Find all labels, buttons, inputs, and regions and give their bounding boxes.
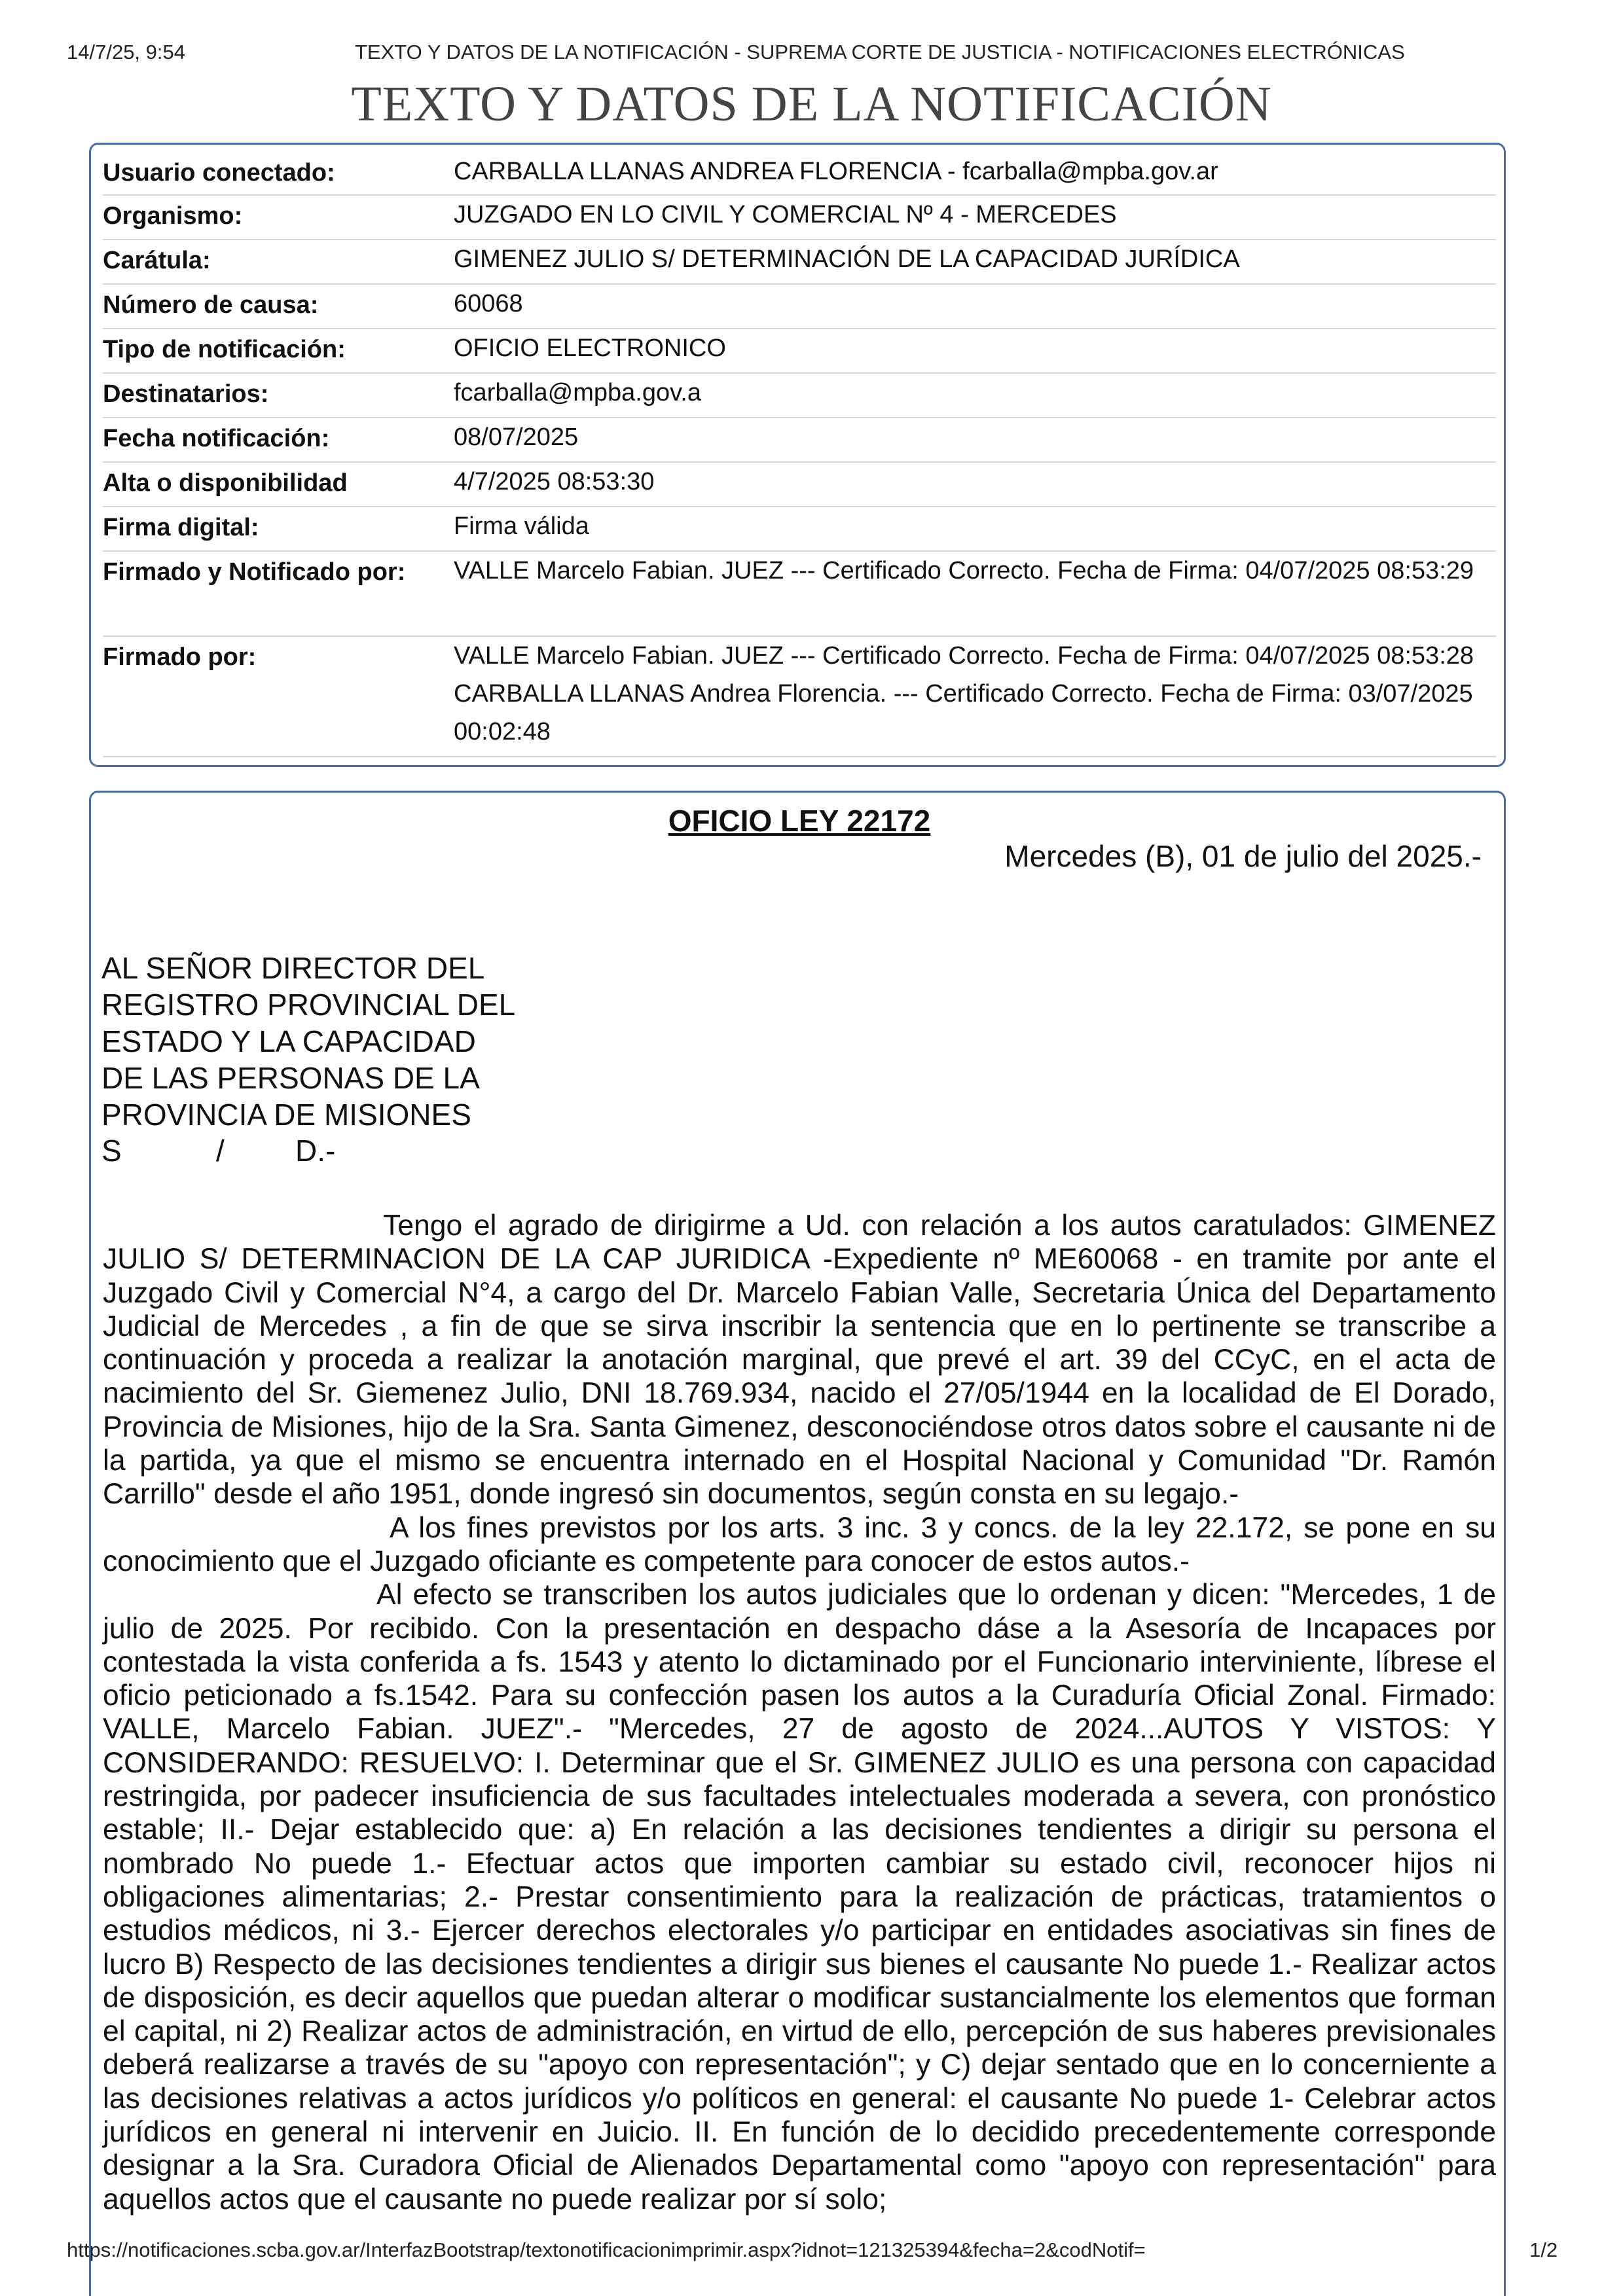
addressee-line: ESTADO Y LA CAPACIDAD	[101, 1024, 476, 1058]
info-label: Alta o disponibilidad	[103, 469, 348, 497]
info-label: Destinatarios:	[103, 380, 269, 408]
sd-d: D.-	[295, 1134, 336, 1168]
sd-slash: /	[216, 1134, 225, 1168]
addressee-line: AL SEÑOR DIRECTOR DEL	[101, 951, 485, 985]
oficio-panel	[89, 791, 1506, 2296]
footer-url: https://notificaciones.scba.gov.ar/InterfazBootstrap/textonotificacionimprimir.aspx?idnot=121325394&fecha=2&codNotif=	[67, 2238, 1146, 2261]
info-row-firma-digital	[103, 507, 1496, 552]
footer-page-number: 1/2	[1529, 2238, 1558, 2261]
info-value: OFICIO ELECTRONICO	[454, 334, 726, 362]
info-value: CARBALLA LLANAS ANDREA FLORENCIA - fcarballa@mpba.gov.ar	[454, 158, 1218, 185]
info-label: Tipo de notificación:	[103, 336, 346, 363]
info-value[interactable]: fcarballa@mpba.gov.a	[454, 379, 701, 406]
info-label: Fecha notificación:	[103, 425, 330, 452]
info-value: 4/7/2025 08:53:30	[454, 468, 655, 495]
oficio-paragraph: Al efecto se transcriben los autos judiciales que lo ordenan y dicen: "Mercedes, 1 de julio de 2025. Por recibido. Con la presentación en despacho dáse a la Asesoría de Incapaces por contestada la vista conferida a fs. 1543 y atento lo dictaminado por el Funcionario interviniente, líbrese el oficio peticionado a fs.1542. Para su confección pasen los autos a la Curaduría Oficial Zonal. Firmado: VALLE, Marcelo Fabian. JUEZ".- "Mercedes, 27 de agosto de 2024...AUTOS Y VISTOS: Y CONSIDERANDO: RESUELVO: I. Determinar que el Sr. GIMENEZ JULIO es una persona con capacidad restringida, por padecer insuficiencia de sus facultades intelectuales moderada a severa, con pronóstico estable; II.- Dejar establecido que: a) En relación a las decisiones tendientes a dirigir su persona el nombrado No puede 1.- Efectuar actos que importen cambiar su estado civil, reconocer hijos ni obligaciones alimentarias; 2.- Prestar consentimiento para la realización de prácticas, tratamientos o estudios médicos, ni 3.- Ejercer derechos electorales y/o participar en entidades asociativas sin fines de lucro B) Respecto de las decisiones tendientes a dirigir sus bienes el causante No puede 1.- Realizar actos de disposición, es decir aquellos que puedan alterar o modificar sustancialmente los elementos que forman el capital, ni 2) Realizar actos de administración, en virtud de ello, percepción de sus haberes previsionales deberá realizarse a través de su "apoyo con representación"; y C) dejar sentado que en lo concerniente a las decisiones relativas a actos jurídicos y/o políticos en general: el causante No puede 1- Celebrar actos jurídicos en general ni intervenir en Juicio. II. En función de lo decidido precedentemente corresponde designar a la Sra. Curadora Oficial de Alienados Departamental como "apoyo con representación" para aquellos actos que el causante no puede realizar por sí solo;	[103, 1579, 1496, 2215]
addressee-line: DE LAS PERSONAS DE LA	[101, 1061, 480, 1095]
addressee-line: PROVINCIA DE MISIONES	[101, 1098, 471, 1132]
info-row-destinatarios	[103, 374, 1496, 418]
info-row-tipo-notificacion	[103, 329, 1496, 374]
info-row-fecha-notificacion	[103, 418, 1496, 463]
oficio-paragraph: Tengo el agrado de dirigirme a Ud. con relación a los autos caratulados: GIMENEZ JULIO S/ DETERMINACION DE LA CAP JURIDICA -Expediente nº ME60068 - en tramite por ante el Juzgado Civil y Comercial N°4, a cargo del Dr. Marcelo Fabian Valle, Secretaria Única del Departamento Judicial de Mercedes , a fin de que se sirva inscribir la sentencia que en lo pertinente se transcribe a continuación y proceda a realizar la anotación marginal, que prevé el art. 39 del CCyC, en el acta de nacimiento del Sr. Giemenez Julio, DNI 18.769.934, nacido el 27/05/1944 en la localidad de El Dorado, Provincia de Misiones, hijo de la Sra. Santa Gimenez, desconociéndose otros datos sobre el causante ni de la partida, ya que el mismo se encuentra internado en el Hospital Nacional y Comunidad "Dr. Ramón Carrillo" desde el año 1951, donde ingresó sin documentos, según consta en su legajo.-	[103, 1210, 1496, 1511]
info-row-alta-disponibilidad	[103, 463, 1496, 507]
info-row-organismo	[103, 196, 1496, 240]
addressee-line: REGISTRO PROVINCIAL DEL	[101, 988, 516, 1022]
info-label: Firma digital:	[103, 514, 259, 541]
oficio-body	[103, 1209, 1496, 2216]
info-label: Firmado por:	[103, 643, 257, 671]
info-value: 08/07/2025	[454, 423, 579, 451]
info-label: Firmado y Notificado por:	[103, 558, 406, 586]
info-label: Carátula:	[103, 247, 211, 274]
print-datetime: 14/7/25, 9:54	[67, 41, 185, 63]
print-header-title: TEXTO Y DATOS DE LA NOTIFICACIÓN - SUPREMA CORTE DE JUSTICIA - NOTIFICACIONES ELECTRÓNICAS	[355, 41, 1405, 63]
info-value: GIMENEZ JULIO S/ DETERMINACIÓN DE LA CAPACIDAD JURÍDICA	[454, 245, 1240, 273]
info-value: VALLE Marcelo Fabian. JUEZ --- Certificado Correcto. Fecha de Firma: 04/07/2025 08:53:28 CARBALLA LLANAS Andrea Florencia. --- Certificado Correcto. Fecha de Firma: 03/07/2025 00:02:48	[454, 642, 1474, 745]
oficio-addressee	[101, 950, 515, 1133]
print-header	[0, 41, 1623, 69]
notification-info-panel	[89, 143, 1506, 767]
info-row-firmado-notificado	[103, 552, 1496, 637]
sd-s: S	[101, 1134, 122, 1168]
oficio-place-date: Mercedes (B), 01 de julio del 2025.-	[1004, 839, 1482, 873]
info-label: Organismo:	[103, 202, 243, 230]
info-value: VALLE Marcelo Fabian. JUEZ --- Certificado Correcto. Fecha de Firma: 04/07/2025 08:53:29	[454, 557, 1474, 584]
info-row-usuario	[103, 152, 1496, 196]
page-title: TEXTO Y DATOS DE LA NOTIFICACIÓN	[351, 77, 1272, 132]
oficio-paragraph: A los fines previstos por los arts. 3 inc. 3 y concs. de la ley 22.172, se pone en su conocimiento que el Juzgado oficiante es competente para conocer de estos autos.-	[103, 1511, 1496, 1577]
info-value: Firma válida	[454, 512, 589, 540]
info-row-firmado-por	[103, 637, 1496, 757]
info-label: Usuario conectado:	[103, 159, 335, 187]
info-value: JUZGADO EN LO CIVIL Y COMERCIAL Nº 4 - MERCEDES	[454, 201, 1117, 228]
oficio-title: OFICIO LEY 22172	[668, 804, 931, 838]
info-value: 60068	[454, 290, 523, 317]
info-row-caratula	[103, 240, 1496, 285]
info-row-numero-causa	[103, 285, 1496, 329]
info-label: Número de causa:	[103, 291, 319, 319]
